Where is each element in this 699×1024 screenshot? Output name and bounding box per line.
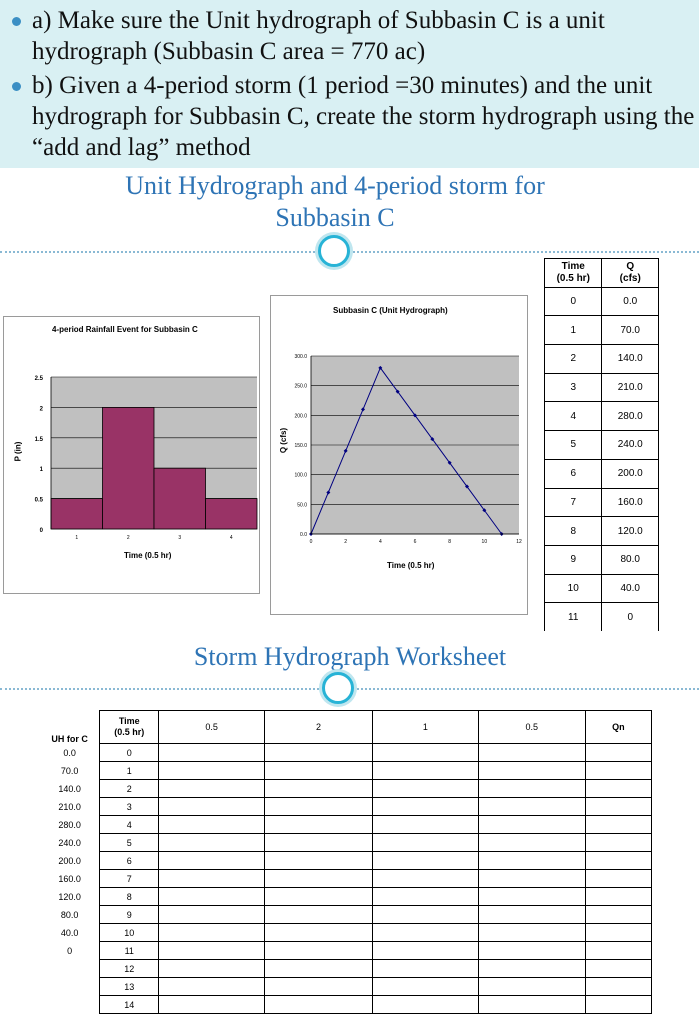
- uh-table-row: [545, 373, 659, 402]
- uh-table-time-cell: 7: [545, 488, 602, 517]
- ws-uh-value: 40.0: [60, 927, 79, 938]
- ws-input-cell[interactable]: [159, 780, 265, 798]
- uh-table-row: [545, 459, 659, 488]
- ws-input-cell[interactable]: [159, 996, 265, 1014]
- uh-table-q-cell: 0.0: [602, 287, 659, 316]
- uh-xtick-label: 2: [344, 539, 348, 545]
- ws-input-cell[interactable]: [264, 762, 372, 780]
- uh-xtick-label: 8: [448, 539, 452, 545]
- ws-input-cell[interactable]: [159, 942, 265, 960]
- ws-time-cell: 10: [100, 924, 159, 942]
- uh-xlabel: Time (0.5 hr): [387, 561, 435, 570]
- worksheet-row: [40, 888, 652, 906]
- ws-qn-cell[interactable]: [585, 780, 651, 798]
- ws-input-cell[interactable]: [264, 888, 372, 906]
- worksheet-row: [40, 924, 652, 942]
- ws-input-cell[interactable]: [159, 798, 265, 816]
- uh-chart-panel: [270, 295, 528, 615]
- ws-rain-header-2: 2: [264, 711, 372, 744]
- rainfall-xtick-label: 1: [75, 535, 79, 541]
- ws-input-cell[interactable]: [372, 834, 478, 852]
- ws-input-cell[interactable]: [264, 744, 372, 762]
- ws-input-cell[interactable]: [478, 924, 585, 942]
- ws-input-cell[interactable]: [264, 780, 372, 798]
- uh-table-row: [545, 345, 659, 374]
- ws-input-cell[interactable]: [159, 924, 265, 942]
- worksheet-row: [40, 798, 652, 816]
- uh-table-q-cell: 70.0: [602, 316, 659, 345]
- uh-table-q-cell: 0: [602, 603, 659, 632]
- ws-input-cell[interactable]: [159, 888, 265, 906]
- uh-table-time-cell: 8: [545, 517, 602, 546]
- ws-input-cell[interactable]: [372, 816, 478, 834]
- ws-input-cell[interactable]: [264, 960, 372, 978]
- bullet-b: b) Given a 4-period storm (1 period =30 minutes) and the unit hydrograph for Subbasin C, create the storm hydrograph using the “add and lag” method: [12, 70, 697, 163]
- uh-table-time-cell: 2: [545, 345, 602, 374]
- ws-qn-header: Qn: [585, 711, 651, 744]
- ws-input-cell[interactable]: [159, 762, 265, 780]
- worksheet-row: [40, 996, 652, 1014]
- section-title-unit-hydrograph: Unit Hydrograph and 4-period storm for Subbasin C: [125, 171, 545, 232]
- uh-table-row: [545, 316, 659, 345]
- uh-table-q-cell: 210.0: [602, 373, 659, 402]
- uh-table-q-cell: 160.0: [602, 488, 659, 517]
- uh-table-time-cell: 0: [545, 287, 602, 316]
- ws-qn-cell[interactable]: [585, 924, 651, 942]
- ws-time-cell: 5: [100, 834, 159, 852]
- ws-input-cell[interactable]: [159, 960, 265, 978]
- ws-time-cell: 8: [100, 888, 159, 906]
- uh-table-row: [545, 488, 659, 517]
- ws-time-cell: 1: [100, 762, 159, 780]
- ws-uh-value: 120.0: [58, 891, 81, 902]
- rainfall-xtick-label: 3: [178, 535, 182, 541]
- rainfall-chart-panel: [3, 316, 260, 594]
- ws-input-cell[interactable]: [372, 888, 478, 906]
- uh-table-q-cell: 40.0: [602, 574, 659, 603]
- ws-time-cell: 14: [100, 996, 159, 1014]
- ws-input-cell[interactable]: [159, 852, 265, 870]
- uh-ytick-label: 100.0: [294, 472, 307, 479]
- ws-input-cell[interactable]: [264, 942, 372, 960]
- ws-input-cell[interactable]: [372, 852, 478, 870]
- rainfall-bar: [154, 468, 206, 529]
- ws-input-cell[interactable]: [478, 906, 585, 924]
- ws-input-cell[interactable]: [264, 996, 372, 1014]
- rainfall-xtick-label: 2: [126, 535, 130, 541]
- ws-qn-cell[interactable]: [585, 852, 651, 870]
- ws-input-cell[interactable]: [372, 996, 478, 1014]
- ws-uh-value: [40, 960, 100, 978]
- ws-uh-value: 140.0: [58, 783, 81, 794]
- ws-input-cell[interactable]: [478, 852, 585, 870]
- ws-uh-value: 70.0: [60, 765, 79, 776]
- ws-input-cell[interactable]: [372, 798, 478, 816]
- rainfall-xtick-label: 4: [229, 535, 233, 541]
- uh-table-time-cell: 6: [545, 459, 602, 488]
- uh-table-row: [545, 431, 659, 460]
- ws-input-cell[interactable]: [264, 924, 372, 942]
- ws-qn-cell[interactable]: [585, 888, 651, 906]
- ws-time-cell: 0: [100, 744, 159, 762]
- ws-input-cell[interactable]: [264, 798, 372, 816]
- bullet-a: a) Make sure the Unit hydrograph of Subbasin C is a unit hydrograph (Subbasin C area = 770 ac): [12, 5, 697, 67]
- ws-time-cell: 3: [100, 798, 159, 816]
- ws-input-cell[interactable]: [264, 834, 372, 852]
- worksheet-row: [40, 762, 652, 780]
- uh-table-row: [545, 603, 659, 632]
- worksheet-table: [40, 710, 652, 1014]
- ws-time-cell: 13: [100, 978, 159, 996]
- rainfall-ytick-label: 2.5: [34, 376, 43, 382]
- ws-input-cell[interactable]: [478, 762, 585, 780]
- ws-input-cell[interactable]: [372, 924, 478, 942]
- uh-xtick-label: 10: [481, 539, 488, 545]
- ws-input-cell[interactable]: [372, 870, 478, 888]
- uh-table-q-cell: 80.0: [602, 545, 659, 574]
- ws-input-cell[interactable]: [478, 816, 585, 834]
- uh-table-q-cell: 120.0: [602, 517, 659, 546]
- ws-input-cell[interactable]: [478, 996, 585, 1014]
- ws-uh-value: 160.0: [58, 873, 81, 884]
- ws-uh-value: 80.0: [60, 909, 79, 920]
- ws-qn-cell[interactable]: [585, 942, 651, 960]
- ws-uh-value: 240.0: [58, 837, 81, 848]
- uh-table-q-header: Q (cfs): [602, 259, 659, 288]
- uh-table: [544, 258, 659, 631]
- uh-ylabel: Q (cfs): [279, 427, 289, 454]
- ws-time-cell: 9: [100, 906, 159, 924]
- ws-time-cell: 6: [100, 852, 159, 870]
- rainfall-ytick-label: 0: [39, 528, 43, 534]
- uh-chart-title: Subbasin C (Unit Hydrograph): [333, 306, 448, 315]
- ws-time-cell: 2: [100, 780, 159, 798]
- ws-uh-value: 0.0: [63, 747, 76, 758]
- uh-ytick-label: 150.0: [294, 443, 307, 449]
- uh-xtick-label: 6: [413, 539, 417, 545]
- ring-ornament-icon: [318, 235, 350, 267]
- ws-input-cell[interactable]: [478, 744, 585, 762]
- section-title-worksheet: Storm Hydrograph Worksheet: [193, 642, 507, 671]
- rainfall-ytick-label: 2: [39, 406, 43, 413]
- ws-input-cell[interactable]: [264, 816, 372, 834]
- rainfall-xlabel: Time (0.5 hr): [124, 551, 172, 560]
- ws-time-cell: 11: [100, 942, 159, 960]
- ws-input-cell[interactable]: [478, 978, 585, 996]
- ws-time-cell: 12: [100, 960, 159, 978]
- ws-input-cell[interactable]: [159, 834, 265, 852]
- uh-table-row: [545, 574, 659, 603]
- uh-table-time-cell: 1: [545, 316, 602, 345]
- rainfall-ytick-label: 0.5: [34, 497, 43, 504]
- rainfall-ytick-label: 1: [39, 467, 43, 474]
- ws-input-cell[interactable]: [478, 960, 585, 978]
- ws-input-cell[interactable]: [159, 744, 265, 762]
- ws-input-cell[interactable]: [478, 834, 585, 852]
- ws-input-cell[interactable]: [372, 780, 478, 798]
- worksheet-row: [40, 744, 652, 762]
- ws-input-cell[interactable]: [372, 960, 478, 978]
- ws-input-cell[interactable]: [264, 906, 372, 924]
- worksheet-row: [40, 960, 652, 978]
- ws-qn-cell[interactable]: [585, 906, 651, 924]
- uh-table-q-cell: 200.0: [602, 459, 659, 488]
- ws-qn-cell[interactable]: [585, 960, 651, 978]
- ws-uh-header: UH for C: [51, 733, 88, 744]
- ws-input-cell[interactable]: [264, 852, 372, 870]
- ws-input-cell[interactable]: [264, 978, 372, 996]
- ws-qn-cell[interactable]: [585, 744, 651, 762]
- uh-table-time-cell: 11: [545, 603, 602, 632]
- uh-table-row: [545, 517, 659, 546]
- uh-ytick-label: 200.0: [294, 413, 307, 420]
- worksheet-row: [40, 852, 652, 870]
- rainfall-chart-title: 4-period Rainfall Event for Subbasin C: [52, 325, 198, 334]
- ws-qn-cell[interactable]: [585, 870, 651, 888]
- worksheet-row: [40, 870, 652, 888]
- ws-input-cell[interactable]: [159, 906, 265, 924]
- ws-qn-cell[interactable]: [585, 798, 651, 816]
- rainfall-bar: [103, 407, 155, 529]
- uh-table-time-cell: 4: [545, 402, 602, 431]
- uh-xtick-label: 12: [516, 539, 522, 545]
- ws-qn-cell[interactable]: [585, 816, 651, 834]
- ws-input-cell[interactable]: [159, 816, 265, 834]
- ws-qn-cell[interactable]: [585, 834, 651, 852]
- worksheet-row: [40, 834, 652, 852]
- ws-qn-cell[interactable]: [585, 762, 651, 780]
- bullet-dot-icon: [12, 82, 21, 91]
- rainfall-ytick-label: 1.5: [34, 436, 43, 443]
- ws-input-cell[interactable]: [159, 870, 265, 888]
- rainfall-bar: [206, 499, 258, 529]
- ws-input-cell[interactable]: [478, 798, 585, 816]
- ws-input-cell[interactable]: [372, 744, 478, 762]
- ws-time-cell: 7: [100, 870, 159, 888]
- ring-ornament-icon: [322, 672, 354, 704]
- ws-time-header: Time (0.5 hr): [100, 711, 159, 744]
- ws-input-cell[interactable]: [264, 870, 372, 888]
- worksheet-row: [40, 816, 652, 834]
- ws-input-cell[interactable]: [478, 870, 585, 888]
- uh-table-time-cell: 9: [545, 545, 602, 574]
- bullet-dot-icon: [12, 17, 21, 26]
- ws-qn-cell[interactable]: [585, 996, 651, 1014]
- ws-uh-value: 200.0: [58, 855, 81, 866]
- ws-uh-value: [40, 978, 100, 996]
- rainfall-bar: [51, 499, 103, 529]
- uh-table-q-cell: 240.0: [602, 431, 659, 460]
- uh-ytick-label: 250.0: [294, 383, 307, 390]
- rainfall-ylabel: P (in): [13, 441, 23, 462]
- uh-table-q-cell: 280.0: [602, 402, 659, 431]
- uh-xtick-label: 4: [378, 539, 382, 545]
- ws-input-cell[interactable]: [159, 978, 265, 996]
- ws-input-cell[interactable]: [372, 978, 478, 996]
- uh-ytick-label: 50.0: [297, 502, 307, 509]
- uh-ytick-label: 300.0: [294, 354, 307, 360]
- ws-qn-cell[interactable]: [585, 978, 651, 996]
- uh-ytick-label: 0.0: [300, 532, 307, 538]
- ws-input-cell[interactable]: [372, 762, 478, 780]
- ws-uh-value: [40, 996, 100, 1014]
- uh-table-time-header: Time (0.5 hr): [545, 259, 602, 288]
- ws-input-cell[interactable]: [372, 942, 478, 960]
- ws-input-cell[interactable]: [478, 780, 585, 798]
- worksheet-row: [40, 942, 652, 960]
- ws-time-cell: 4: [100, 816, 159, 834]
- uh-table-row: [545, 287, 659, 316]
- uh-xtick-label: 0: [309, 539, 313, 545]
- ws-input-cell[interactable]: [478, 888, 585, 906]
- ws-uh-value: 0: [67, 945, 73, 956]
- ws-rain-header-4: 0.5: [478, 711, 585, 744]
- worksheet-row: [40, 780, 652, 798]
- ws-uh-value: 210.0: [58, 801, 81, 812]
- uh-table-time-cell: 10: [545, 574, 602, 603]
- uh-table-row: [545, 545, 659, 574]
- ws-rain-header-3: 1: [372, 711, 478, 744]
- uh-table-time-cell: 3: [545, 373, 602, 402]
- worksheet-header-row: [40, 711, 652, 744]
- worksheet-row: [40, 906, 652, 924]
- ws-input-cell[interactable]: [478, 942, 585, 960]
- ws-rain-header-1: 0.5: [159, 711, 265, 744]
- uh-table-header-row: [545, 259, 659, 288]
- uh-table-q-cell: 140.0: [602, 345, 659, 374]
- uh-table-row: [545, 402, 659, 431]
- ws-uh-value: 280.0: [58, 819, 81, 830]
- worksheet-row: [40, 978, 652, 996]
- uh-table-time-cell: 5: [545, 431, 602, 460]
- ws-input-cell[interactable]: [372, 906, 478, 924]
